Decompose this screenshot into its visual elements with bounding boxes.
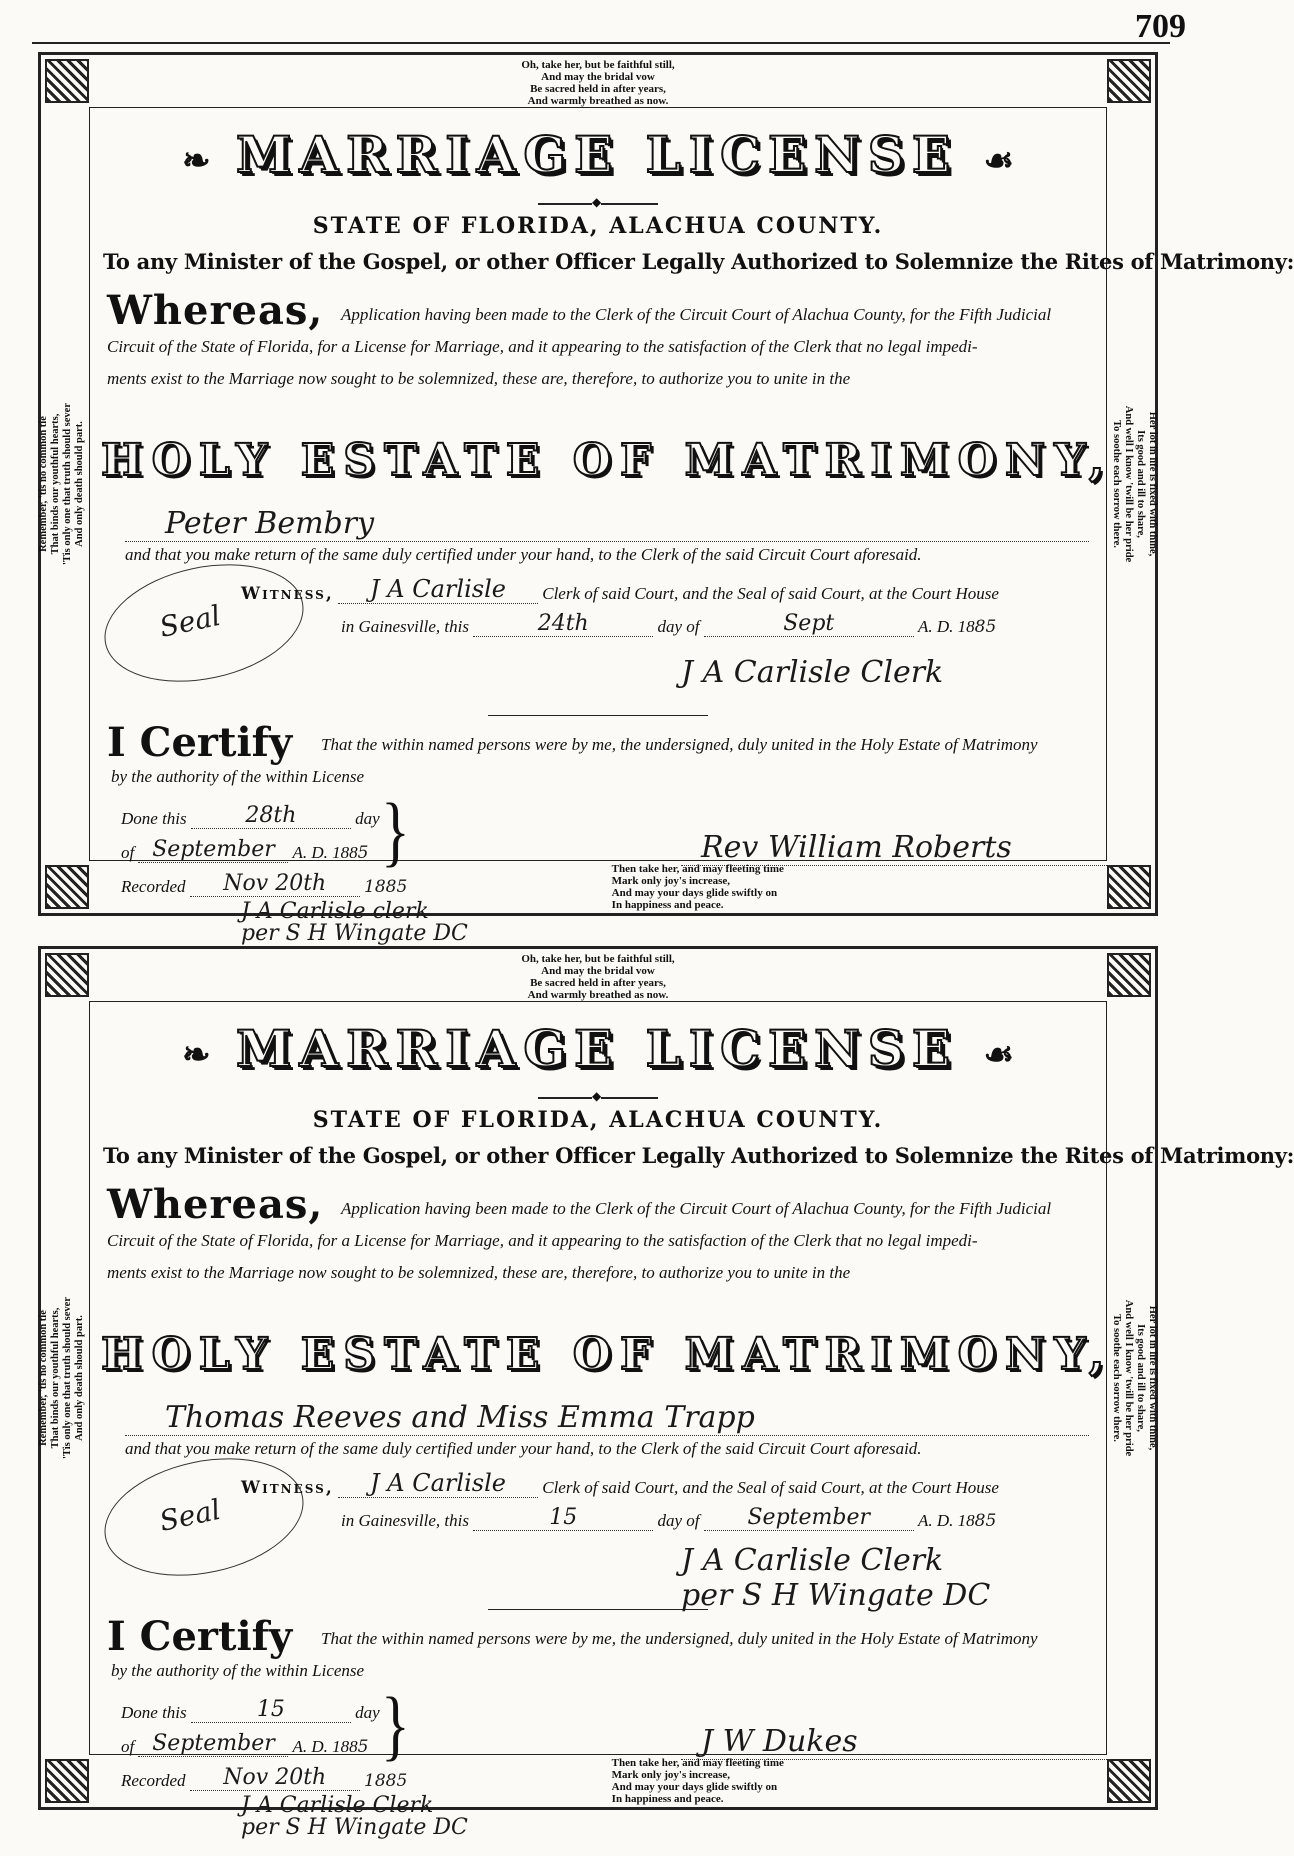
license-month: September xyxy=(704,1505,914,1531)
corner-ornament-icon xyxy=(1107,953,1151,997)
verse-top: Oh, take her, but be faithful still, And may the bridal vow Be sacred held in after years, And warmly breathed as now. xyxy=(521,953,675,1001)
witness-row xyxy=(241,1469,1089,1499)
done-year: 5 xyxy=(357,1737,369,1757)
recording-notes: J A Carlisle clerk per S H Wingate DC xyxy=(241,899,468,946)
recorded-row: Recorded Nov 20th 1885 xyxy=(121,871,408,897)
verse-right: Her lot in life is fixed with thine, Its good and ill to share, And well I know 'twill be her pride To soothe each sorrow there. xyxy=(1111,1299,1158,1457)
seal-stamp: Seal xyxy=(94,1441,315,1593)
license-day: 24th xyxy=(473,611,653,637)
brace-icon: } xyxy=(381,788,410,874)
done-day: 28th xyxy=(191,803,351,829)
address-line: To any Minister of the Gospel, or other Officer Legally Authorized to Solemnize the Rites of Matrimony: xyxy=(103,249,1294,274)
authority-text: by the authority of the within License xyxy=(111,767,365,786)
minister-signature: Rev William Roberts xyxy=(701,830,1012,865)
witness-label: Witness, xyxy=(241,584,334,604)
page-number: 709 xyxy=(1135,8,1186,45)
body-text-lines: Circuit of the State of Florida, for a License for Marriage, and it appearing to the satisfaction of the Clerk that no legal impedi- ments exist to the Marriage now sought to be solemnized, these are, therefore, to authorize you to unite in the xyxy=(107,1231,978,1282)
holy-estate-heading: HOLY ESTATE OF MATRIMONY, xyxy=(101,435,1114,486)
title-divider xyxy=(538,1097,658,1099)
verse-right: Her lot in life is fixed with thine, Its good and ill to share, And well I know 'twill be her pride To soothe each sorrow there. xyxy=(1111,405,1158,563)
clerk-text: Clerk of said Court, and the Seal of said Court, at the Court House xyxy=(542,1478,999,1497)
witness-label: Witness, xyxy=(241,1478,334,1498)
license-title: ❧ MARRIAGE LICENSE ☙ xyxy=(182,1019,1014,1078)
body-text-lines: Circuit of the State of Florida, for a License for Marriage, and it appearing to the satisfaction of the Clerk that no legal impedi- ments exist to the Marriage now sought to be solemnized, these are, therefore, to authorize you to unite in the xyxy=(107,337,978,388)
seal-stamp: Seal xyxy=(94,547,315,699)
corner-ornament-icon xyxy=(1107,865,1151,909)
of-row: of September A. D. 1885 xyxy=(121,837,369,863)
done-row: Done this 28th day xyxy=(121,803,380,828)
clerk-signature: J A Carlisle Clerk xyxy=(681,655,944,690)
recorded-row: Recorded Nov 20th 1885 xyxy=(121,1765,408,1791)
license-day: 15 xyxy=(473,1505,653,1531)
verse-bottom: Then take her, and may fleeting time Mark only joy's increase, And may your days glide swiftly on In happiness and peace. xyxy=(611,1757,784,1805)
corner-ornament-icon xyxy=(45,865,89,909)
title-divider xyxy=(538,203,658,205)
section-divider xyxy=(488,715,708,716)
done-row: Done this 15 day xyxy=(121,1697,380,1722)
witness-row xyxy=(241,575,1089,605)
return-text: and that you make return of the same duly certified under your hand, to the Clerk of the said Circuit Court aforesaid. xyxy=(125,1439,922,1458)
minister-signature-line xyxy=(681,1724,1111,1760)
done-month: September xyxy=(138,837,288,863)
certify-text: That the within named persons were by me, the undersigned, duly united in the Holy Estate of Matrimony xyxy=(321,1629,1038,1648)
brace-icon: } xyxy=(381,1682,410,1768)
license-year: 85 xyxy=(974,617,997,637)
clerk-signature: J A Carlisle Clerk per S H Wingate DC xyxy=(681,1543,991,1613)
verse-top: Oh, take her, but be faithful still, And may the bridal vow Be sacred held in after years, And warmly breathed as now. xyxy=(521,59,675,107)
state-county-heading: STATE OF FLORIDA, ALACHUA COUNTY. xyxy=(312,213,884,239)
witness-signature: J A Carlisle xyxy=(338,1469,538,1498)
names-line xyxy=(125,507,1089,542)
done-year: 5 xyxy=(357,843,369,863)
top-rule xyxy=(32,42,1170,44)
names-line xyxy=(125,1401,1089,1436)
whereas-heading: Whereas, xyxy=(107,1181,324,1228)
done-month: September xyxy=(138,1731,288,1757)
minister-signature: J W Dukes xyxy=(701,1724,858,1759)
corner-ornament-icon xyxy=(45,59,89,103)
license-month: Sept xyxy=(704,611,914,637)
corner-ornament-icon xyxy=(1107,1759,1151,1803)
certify-text: That the within named persons were by me, the undersigned, duly united in the Holy Estate of Matrimony xyxy=(321,735,1038,754)
authority-text: by the authority of the within License xyxy=(111,1661,365,1680)
verse-bottom: Then take her, and may fleeting time Mark only joy's increase, And may your days glide swiftly on In happiness and peace. xyxy=(611,863,784,911)
marriage-license-1 xyxy=(38,52,1294,946)
clerk-text: Clerk of said Court, and the Seal of said Court, at the Court House xyxy=(542,584,999,603)
minister-signature-line xyxy=(681,830,1111,866)
whereas-heading: Whereas, xyxy=(107,287,324,334)
body-text-line-1: Application having been made to the Clerk of the Circuit Court of Alachua County, for the Fifth Judicial xyxy=(341,305,1052,324)
recording-notes: J A Carlisle Clerk per S H Wingate DC xyxy=(241,1793,468,1840)
city-row: in Gainesville, this 15 day of September A. D. 1885 xyxy=(341,1505,997,1531)
done-day: 15 xyxy=(191,1697,351,1723)
of-row: of September A. D. 1885 xyxy=(121,1731,369,1757)
names-handwritten: Peter Bembry xyxy=(165,506,375,541)
recorded-date: Nov 20th xyxy=(190,871,360,897)
corner-ornament-icon xyxy=(1107,59,1151,103)
witness-signature: J A Carlisle xyxy=(338,575,538,604)
certify-heading: I Certify xyxy=(107,1613,293,1660)
license-title: ❧ MARRIAGE LICENSE ☙ xyxy=(182,125,1014,184)
marriage-license-2 xyxy=(38,946,1294,1840)
verse-left: Remember, 'tis no common tie That binds our youthful hearts, 'Tis only one that truth should sever And only death should part. xyxy=(38,403,85,565)
address-line: To any Minister of the Gospel, or other Officer Legally Authorized to Solemnize the Rites of Matrimony: xyxy=(103,1143,1294,1168)
verse-left: Remember, 'tis no common tie That binds our youthful hearts, 'Tis only one that truth should sever And only death should part. xyxy=(38,1297,85,1459)
corner-ornament-icon xyxy=(45,953,89,997)
corner-ornament-icon xyxy=(45,1759,89,1803)
recorded-date: Nov 20th xyxy=(190,1765,360,1791)
certify-heading: I Certify xyxy=(107,719,293,766)
body-text-line-1: Application having been made to the Clerk of the Circuit Court of Alachua County, for the Fifth Judicial xyxy=(341,1199,1052,1218)
holy-estate-heading: HOLY ESTATE OF MATRIMONY, xyxy=(101,1329,1114,1380)
city-row: in Gainesville, this 24th day of Sept A. D. 1885 xyxy=(341,611,997,637)
recorded-year: 1885 xyxy=(364,1771,408,1791)
section-divider xyxy=(488,1609,708,1610)
license-year: 85 xyxy=(974,1511,997,1531)
recorded-year: 1885 xyxy=(364,877,408,897)
names-handwritten: Thomas Reeves and Miss Emma Trapp xyxy=(165,1400,755,1435)
return-text: and that you make return of the same duly certified under your hand, to the Clerk of the said Circuit Court aforesaid. xyxy=(125,545,922,564)
state-county-heading: STATE OF FLORIDA, ALACHUA COUNTY. xyxy=(312,1107,884,1133)
